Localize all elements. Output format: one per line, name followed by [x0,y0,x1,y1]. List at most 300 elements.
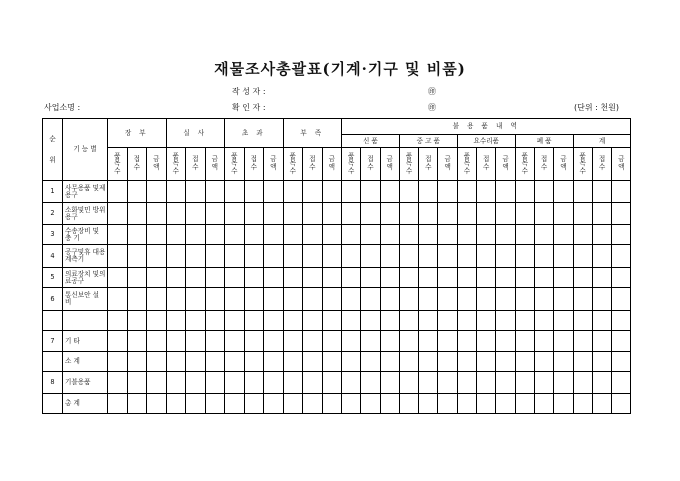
data-cell[interactable] [166,311,186,331]
data-cell[interactable] [592,372,611,394]
data-cell[interactable] [573,352,592,372]
data-cell[interactable] [322,394,342,414]
data-cell[interactable] [186,352,206,372]
data-cell[interactable] [399,394,418,414]
data-cell[interactable] [380,288,399,311]
data-cell[interactable] [225,394,245,414]
data-cell[interactable] [361,245,380,268]
data-cell[interactable] [361,311,380,331]
data-cell[interactable] [438,331,457,352]
data-cell[interactable] [592,268,611,288]
data-cell[interactable] [283,203,303,225]
data-cell[interactable] [186,225,206,245]
data-cell[interactable] [303,245,323,268]
data-cell[interactable] [573,331,592,352]
data-cell[interactable] [322,288,342,311]
data-cell[interactable] [225,268,245,288]
data-cell[interactable] [166,372,186,394]
data-cell[interactable] [457,225,476,245]
data-cell[interactable] [399,331,418,352]
data-cell[interactable] [205,225,225,245]
data-cell[interactable] [457,372,476,394]
data-cell[interactable] [515,331,534,352]
data-cell[interactable] [322,311,342,331]
data-cell[interactable] [438,268,457,288]
data-cell[interactable] [342,203,361,225]
data-cell[interactable] [127,225,147,245]
data-cell[interactable] [186,331,206,352]
data-cell[interactable] [264,372,284,394]
data-cell[interactable] [283,311,303,331]
data-cell[interactable] [457,268,476,288]
data-cell[interactable] [592,203,611,225]
data-cell[interactable] [303,268,323,288]
data-cell[interactable] [419,225,438,245]
data-cell[interactable] [283,352,303,372]
data-cell[interactable] [612,352,631,372]
data-cell[interactable] [361,372,380,394]
data-cell[interactable] [342,288,361,311]
data-cell[interactable] [127,268,147,288]
data-cell[interactable] [342,331,361,352]
data-cell[interactable] [147,181,167,203]
data-cell[interactable] [534,181,553,203]
data-cell[interactable] [534,331,553,352]
data-cell[interactable] [147,394,167,414]
data-cell[interactable] [127,203,147,225]
data-cell[interactable] [108,225,128,245]
data-cell[interactable] [186,268,206,288]
data-cell[interactable] [592,225,611,245]
data-cell[interactable] [573,268,592,288]
data-cell[interactable] [342,311,361,331]
data-cell[interactable] [399,225,418,245]
data-cell[interactable] [496,288,515,311]
data-cell[interactable] [147,331,167,352]
data-cell[interactable] [166,288,186,311]
data-cell[interactable] [361,352,380,372]
data-cell[interactable] [515,245,534,268]
data-cell[interactable] [108,268,128,288]
data-cell[interactable] [166,352,186,372]
data-cell[interactable] [534,288,553,311]
data-cell[interactable] [419,245,438,268]
data-cell[interactable] [399,372,418,394]
data-cell[interactable] [438,181,457,203]
data-cell[interactable] [457,288,476,311]
data-cell[interactable] [612,331,631,352]
data-cell[interactable] [303,372,323,394]
data-cell[interactable] [554,372,573,394]
data-cell[interactable] [283,245,303,268]
data-cell[interactable] [342,268,361,288]
data-cell[interactable] [186,372,206,394]
data-cell[interactable] [573,245,592,268]
data-cell[interactable] [534,268,553,288]
data-cell[interactable] [457,203,476,225]
data-cell[interactable] [592,181,611,203]
data-cell[interactable] [283,372,303,394]
data-cell[interactable] [303,331,323,352]
data-cell[interactable] [399,245,418,268]
data-cell[interactable] [380,311,399,331]
data-cell[interactable] [303,311,323,331]
data-cell[interactable] [225,225,245,245]
data-cell[interactable] [457,352,476,372]
data-cell[interactable] [283,225,303,245]
data-cell[interactable] [166,245,186,268]
data-cell[interactable] [342,394,361,414]
data-cell[interactable] [342,181,361,203]
data-cell[interactable] [186,311,206,331]
data-cell[interactable] [515,181,534,203]
data-cell[interactable] [554,268,573,288]
data-cell[interactable] [399,268,418,288]
data-cell[interactable] [225,288,245,311]
data-cell[interactable] [515,203,534,225]
data-cell[interactable] [205,181,225,203]
data-cell[interactable] [457,245,476,268]
data-cell[interactable] [225,311,245,331]
data-cell[interactable] [127,288,147,311]
data-cell[interactable] [399,181,418,203]
data-cell[interactable] [205,288,225,311]
data-cell[interactable] [438,288,457,311]
data-cell[interactable] [496,331,515,352]
data-cell[interactable] [477,331,496,352]
data-cell[interactable] [515,352,534,372]
data-cell[interactable] [205,372,225,394]
data-cell[interactable] [457,311,476,331]
data-cell[interactable] [264,225,284,245]
data-cell[interactable] [380,268,399,288]
data-cell[interactable] [127,245,147,268]
data-cell[interactable] [496,394,515,414]
data-cell[interactable] [612,181,631,203]
data-cell[interactable] [477,225,496,245]
data-cell[interactable] [573,311,592,331]
data-cell[interactable] [419,394,438,414]
data-cell[interactable] [283,288,303,311]
data-cell[interactable] [108,352,128,372]
data-cell[interactable] [361,181,380,203]
data-cell[interactable] [166,181,186,203]
data-cell[interactable] [205,203,225,225]
data-cell[interactable] [380,394,399,414]
data-cell[interactable] [612,268,631,288]
data-cell[interactable] [477,203,496,225]
data-cell[interactable] [592,331,611,352]
data-cell[interactable] [612,311,631,331]
data-cell[interactable] [477,181,496,203]
data-cell[interactable] [534,311,553,331]
data-cell[interactable] [244,288,264,311]
data-cell[interactable] [592,394,611,414]
data-cell[interactable] [380,331,399,352]
data-cell[interactable] [534,394,553,414]
data-cell[interactable] [147,372,167,394]
data-cell[interactable] [264,268,284,288]
data-cell[interactable] [244,203,264,225]
data-cell[interactable] [515,372,534,394]
data-cell[interactable] [322,181,342,203]
data-cell[interactable] [457,394,476,414]
data-cell[interactable] [264,245,284,268]
data-cell[interactable] [283,181,303,203]
data-cell[interactable] [554,394,573,414]
data-cell[interactable] [573,394,592,414]
data-cell[interactable] [438,311,457,331]
data-cell[interactable] [534,245,553,268]
data-cell[interactable] [477,268,496,288]
data-cell[interactable] [515,225,534,245]
data-cell[interactable] [127,352,147,372]
data-cell[interactable] [573,181,592,203]
data-cell[interactable] [515,268,534,288]
data-cell[interactable] [554,181,573,203]
data-cell[interactable] [264,181,284,203]
data-cell[interactable] [166,203,186,225]
data-cell[interactable] [127,181,147,203]
data-cell[interactable] [361,288,380,311]
data-cell[interactable] [496,352,515,372]
data-cell[interactable] [244,225,264,245]
data-cell[interactable] [399,352,418,372]
data-cell[interactable] [342,352,361,372]
data-cell[interactable] [438,394,457,414]
data-cell[interactable] [573,203,592,225]
data-cell[interactable] [303,181,323,203]
data-cell[interactable] [477,311,496,331]
data-cell[interactable] [438,352,457,372]
data-cell[interactable] [166,331,186,352]
data-cell[interactable] [457,331,476,352]
row-number [43,311,63,331]
data-cell[interactable] [147,225,167,245]
data-cell[interactable] [322,245,342,268]
data-cell[interactable] [438,372,457,394]
data-cell[interactable] [244,181,264,203]
data-cell[interactable] [244,394,264,414]
data-cell[interactable] [438,203,457,225]
data-cell[interactable] [554,311,573,331]
data-cell[interactable] [225,331,245,352]
data-cell[interactable] [147,288,167,311]
data-cell[interactable] [496,225,515,245]
data-cell[interactable] [225,203,245,225]
data-cell[interactable] [554,203,573,225]
data-cell[interactable] [108,181,128,203]
data-cell[interactable] [612,225,631,245]
data-cell[interactable] [283,394,303,414]
data-cell[interactable] [380,245,399,268]
data-cell[interactable] [342,245,361,268]
data-cell[interactable] [419,331,438,352]
data-cell[interactable] [496,311,515,331]
data-cell[interactable] [205,352,225,372]
data-cell[interactable] [612,372,631,394]
data-cell[interactable] [108,394,128,414]
data-cell[interactable] [186,245,206,268]
data-cell[interactable] [264,203,284,225]
data-cell[interactable] [496,372,515,394]
data-cell[interactable] [361,331,380,352]
data-cell[interactable] [322,225,342,245]
data-cell[interactable] [205,394,225,414]
data-cell[interactable] [127,311,147,331]
data-cell[interactable] [186,181,206,203]
data-cell[interactable] [342,372,361,394]
data-cell[interactable] [283,268,303,288]
data-cell[interactable] [438,245,457,268]
data-cell[interactable] [108,331,128,352]
data-cell[interactable] [264,352,284,372]
data-cell[interactable] [592,311,611,331]
data-cell[interactable] [108,203,128,225]
data-cell[interactable] [283,331,303,352]
data-cell[interactable] [419,352,438,372]
data-cell[interactable] [419,288,438,311]
data-cell[interactable] [554,352,573,372]
data-cell[interactable] [147,268,167,288]
data-cell[interactable] [147,352,167,372]
data-cell[interactable] [108,245,128,268]
data-cell[interactable] [244,331,264,352]
data-cell[interactable] [303,352,323,372]
data-cell[interactable] [303,225,323,245]
data-cell[interactable] [244,372,264,394]
data-cell[interactable] [108,288,128,311]
data-cell[interactable] [399,203,418,225]
data-cell[interactable] [225,372,245,394]
data-cell[interactable] [303,203,323,225]
data-cell[interactable] [303,288,323,311]
data-cell[interactable] [380,203,399,225]
data-cell[interactable] [244,268,264,288]
data-cell[interactable] [264,394,284,414]
data-cell[interactable] [225,352,245,372]
data-cell[interactable] [554,331,573,352]
data-cell[interactable] [127,372,147,394]
data-cell[interactable] [438,225,457,245]
data-cell[interactable] [612,203,631,225]
data-cell[interactable] [322,352,342,372]
data-cell[interactable] [477,394,496,414]
data-cell[interactable] [205,331,225,352]
data-cell[interactable] [573,288,592,311]
data-cell[interactable] [534,203,553,225]
data-cell[interactable] [496,181,515,203]
page-title: 재물조사총괄표(기계·기구 및 비품) [214,60,466,78]
data-cell[interactable] [108,372,128,394]
data-cell[interactable] [244,245,264,268]
data-cell[interactable] [361,394,380,414]
data-cell[interactable] [419,181,438,203]
data-cell[interactable] [554,225,573,245]
data-cell[interactable] [573,372,592,394]
data-cell[interactable] [515,394,534,414]
data-cell[interactable] [515,288,534,311]
data-cell[interactable] [380,372,399,394]
data-cell[interactable] [244,352,264,372]
data-cell[interactable] [361,203,380,225]
data-cell[interactable] [225,245,245,268]
data-cell[interactable] [322,331,342,352]
data-cell[interactable] [322,372,342,394]
data-cell[interactable] [108,311,128,331]
data-cell[interactable] [361,268,380,288]
data-cell[interactable] [186,203,206,225]
data-cell[interactable] [205,268,225,288]
data-cell[interactable] [419,203,438,225]
data-cell[interactable] [244,311,264,331]
data-cell[interactable] [127,394,147,414]
data-cell[interactable] [534,225,553,245]
data-cell[interactable] [361,225,380,245]
data-cell[interactable] [534,372,553,394]
data-cell[interactable] [399,311,418,331]
data-cell[interactable] [419,372,438,394]
data-cell[interactable] [166,268,186,288]
data-cell[interactable] [457,181,476,203]
data-cell[interactable] [264,288,284,311]
data-cell[interactable] [322,268,342,288]
data-cell[interactable] [612,394,631,414]
data-cell[interactable] [592,288,611,311]
data-cell[interactable] [477,352,496,372]
data-cell[interactable] [573,225,592,245]
data-cell[interactable] [419,311,438,331]
data-cell[interactable] [264,331,284,352]
data-cell[interactable] [205,311,225,331]
data-cell[interactable] [612,288,631,311]
data-cell[interactable] [166,394,186,414]
data-cell[interactable] [554,288,573,311]
data-cell[interactable] [147,311,167,331]
data-cell[interactable] [419,268,438,288]
data-cell[interactable] [592,245,611,268]
data-cell[interactable] [225,181,245,203]
data-cell[interactable] [477,372,496,394]
data-cell[interactable] [147,245,167,268]
data-cell[interactable] [380,181,399,203]
data-cell[interactable] [127,331,147,352]
data-cell[interactable] [322,203,342,225]
data-cell[interactable] [303,394,323,414]
data-cell[interactable] [592,352,611,372]
data-cell[interactable] [264,311,284,331]
data-cell[interactable] [380,225,399,245]
data-cell[interactable] [342,225,361,245]
data-cell[interactable] [554,245,573,268]
sub-col-header [457,148,476,181]
data-cell[interactable] [380,352,399,372]
data-cell[interactable] [399,288,418,311]
data-cell[interactable] [186,288,206,311]
data-cell[interactable] [166,225,186,245]
data-cell[interactable] [612,245,631,268]
data-cell[interactable] [186,394,206,414]
data-cell[interactable] [496,203,515,225]
data-cell[interactable] [147,203,167,225]
data-cell[interactable] [534,352,553,372]
data-cell[interactable] [477,288,496,311]
data-cell[interactable] [496,245,515,268]
data-cell[interactable] [496,268,515,288]
data-cell[interactable] [477,245,496,268]
data-cell[interactable] [205,245,225,268]
data-cell[interactable] [515,311,534,331]
